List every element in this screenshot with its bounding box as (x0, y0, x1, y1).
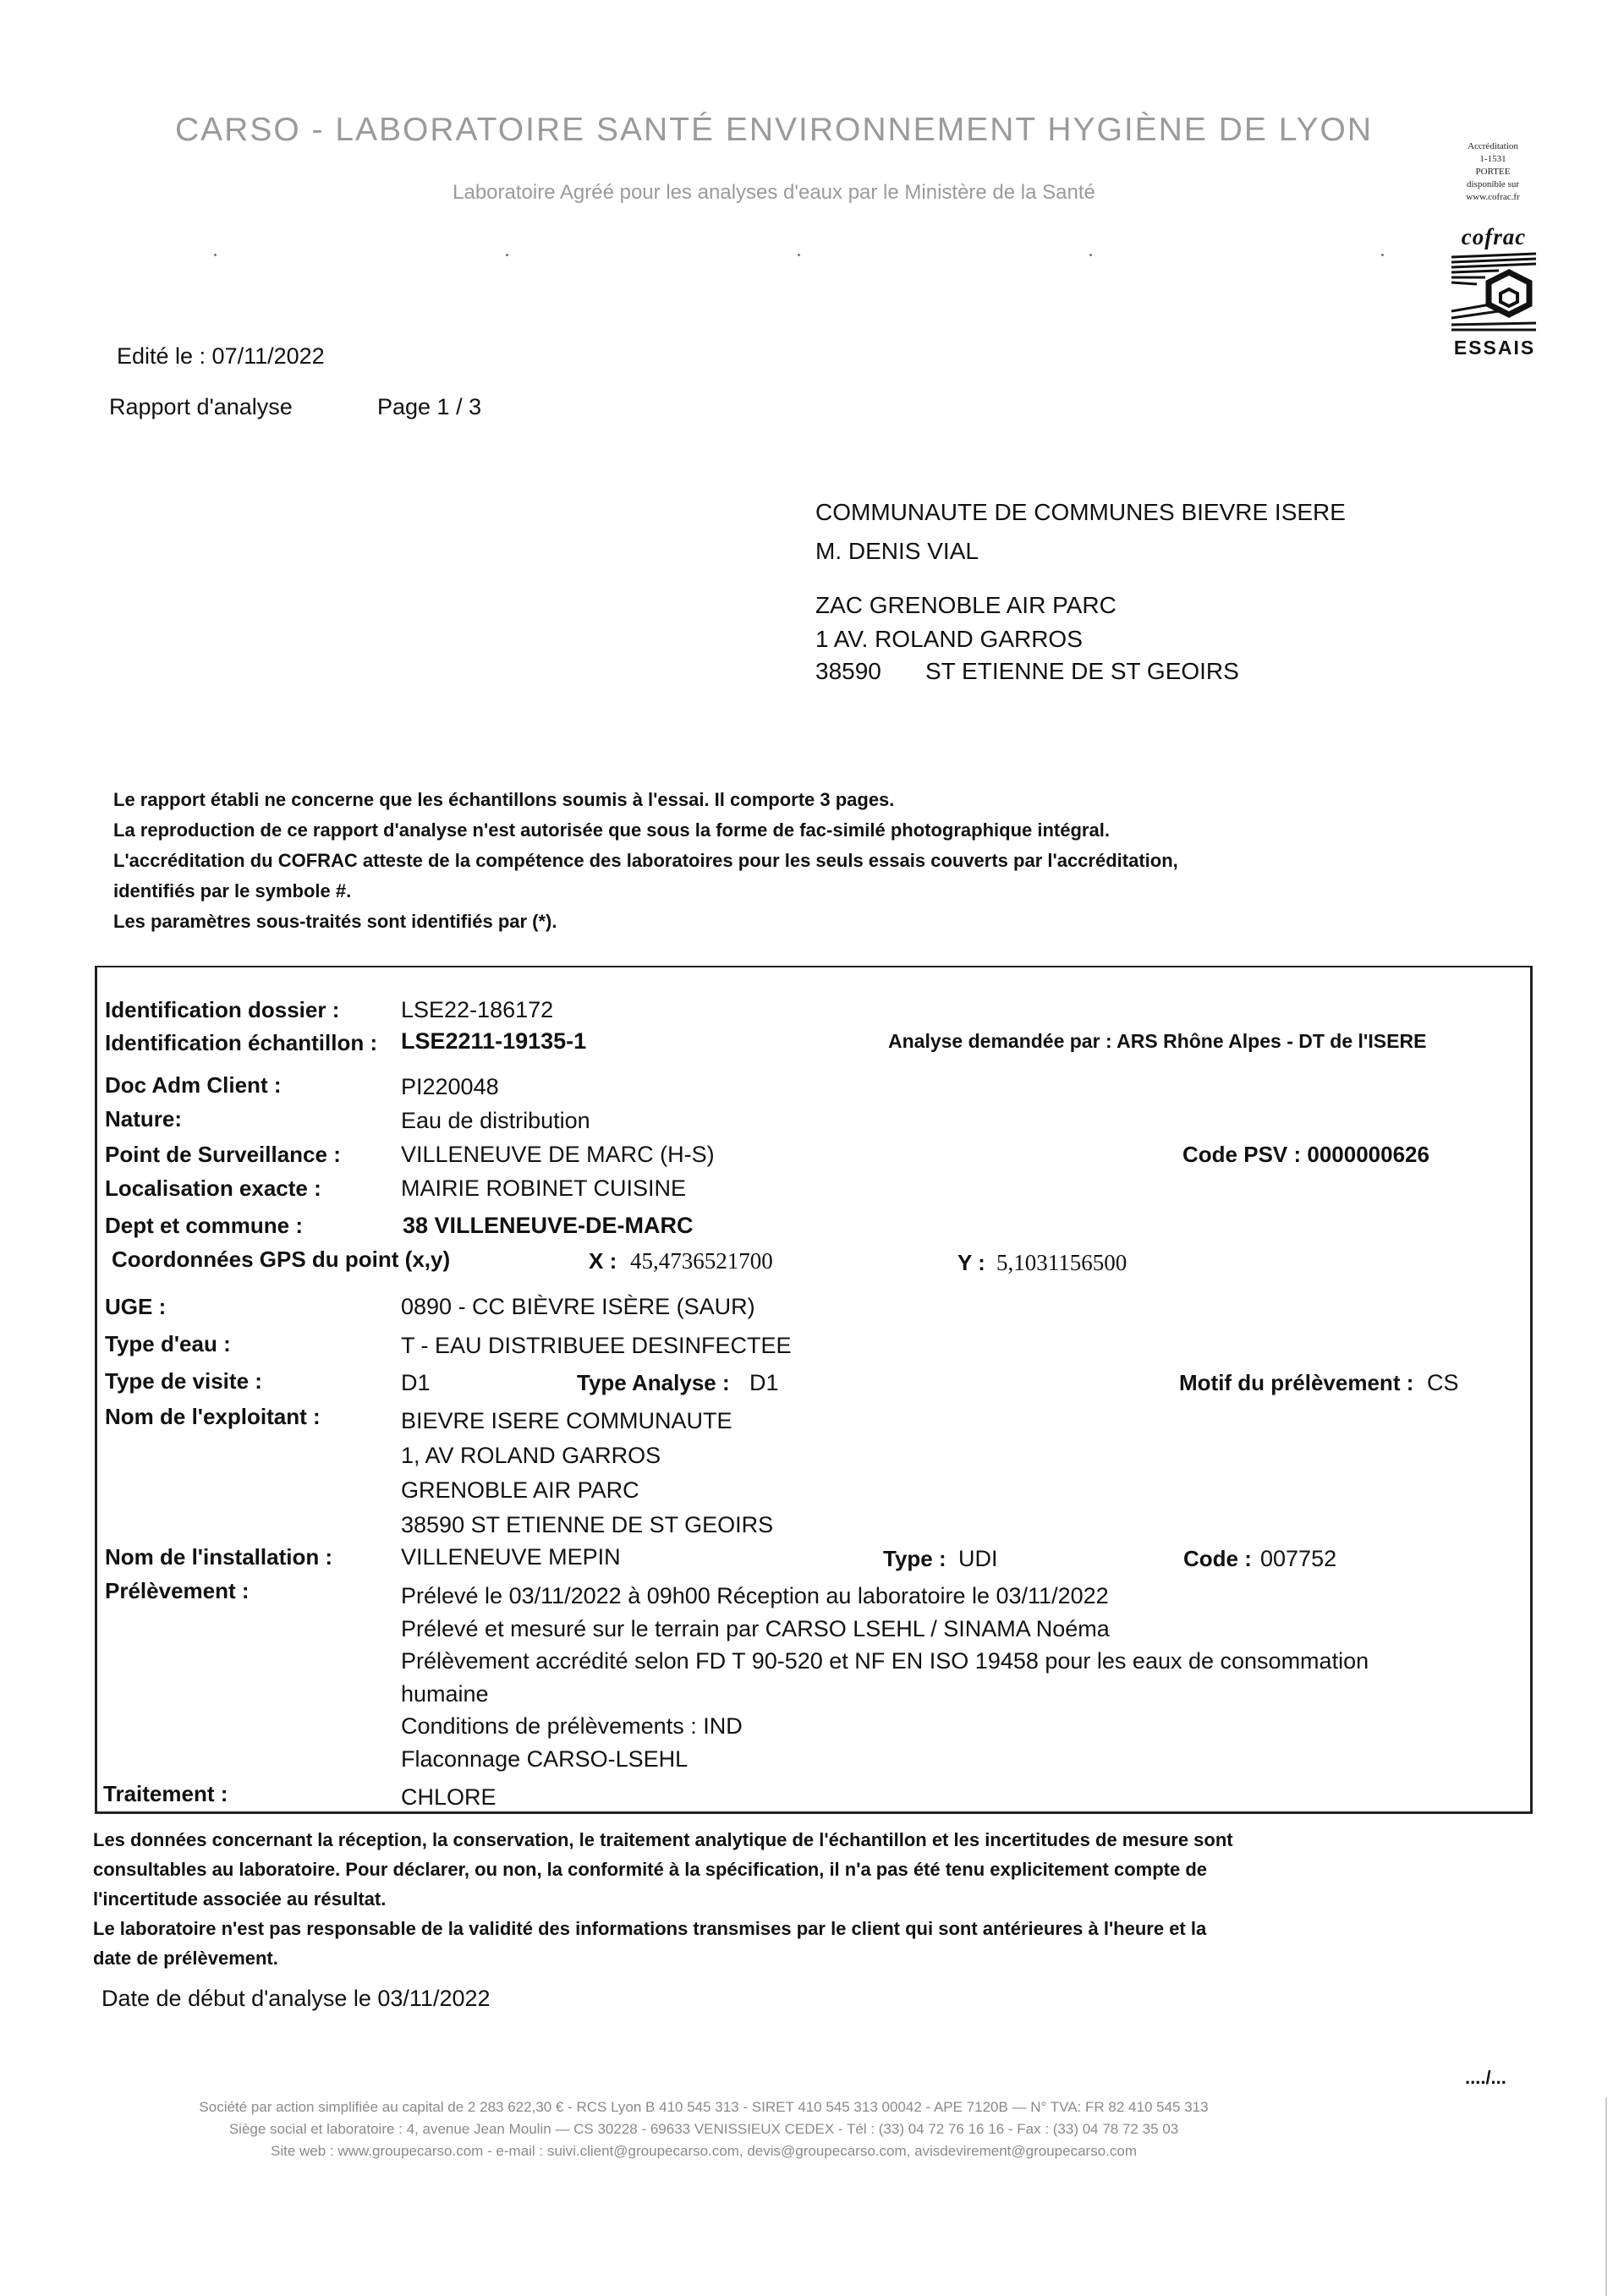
footnote-line: date de prélèvement. (93, 1948, 278, 1969)
accreditation-line: PORTEE (1475, 167, 1511, 177)
doc-adm-label: Doc Adm Client : (105, 1072, 282, 1098)
installation-code-value: 007752 (1260, 1546, 1337, 1571)
dossier-id-value: LSE22-186172 (401, 997, 554, 1022)
sampling-line: Prélevé et mesuré sur le terrain par CARSO LSEHL / SINAMA Noéma (401, 1615, 1110, 1641)
nature-value: Eau de distribution (401, 1108, 590, 1133)
accreditation-line: disponible sur (1466, 179, 1520, 189)
sampling-label: Prélèvement : (105, 1578, 250, 1603)
sampling-reason-value: CS (1427, 1370, 1459, 1395)
notice-line: L'accréditation du COFRAC atteste de la compétence des laboratoires pour les seuls essais couverts par l'accréditation, (113, 850, 1178, 871)
recipient-city: ST ETIENNE DE ST GEOIRS (925, 658, 1239, 684)
visit-type-value: D1 (401, 1370, 431, 1395)
visit-type-label: Type de visite : (105, 1368, 262, 1394)
continuation-mark: ..../... (1465, 2067, 1506, 2088)
gps-x-value: 45,4736521700 (630, 1248, 773, 1274)
sample-id-label: Identification échantillon : (105, 1030, 378, 1055)
treatment-value: CHLORE (401, 1784, 497, 1810)
surveillance-point-value: VILLENEUVE DE MARC (H-S) (401, 1142, 715, 1167)
gps-label: Coordonnées GPS du point (x,y) (112, 1247, 451, 1272)
gps-x-label: X : (589, 1248, 617, 1274)
footnote-line: consultables au laboratoire. Pour déclarer, ou non, la conformité à la spécification, il n'a pas été tenu explicitement compte de (93, 1859, 1208, 1880)
recipient-contact: M. DENIS VIAL (815, 538, 979, 564)
sample-id-value: LSE2211-19135-1 (401, 1028, 587, 1054)
report-footnotes (93, 1825, 1233, 1973)
footnote-line: l'incertitude associée au résultat. (93, 1888, 387, 1910)
sampling-details (401, 1580, 1369, 1775)
footnote-line: Les données concernant la réception, la conservation, le traitement analytique de l'échantillon et les incertitudes de mesure sont (93, 1829, 1233, 1850)
recipient-organization: COMMUNAUTE DE COMMUNES BIEVRE ISERE (815, 499, 1346, 525)
sampling-line: Flaconnage CARSO-LSEHL (401, 1745, 689, 1772)
sampling-line: Prélevé le 03/11/2022 à 09h00 Réception au laboratoire le 03/11/2022 (401, 1583, 1109, 1608)
analysis-type-value: D1 (749, 1370, 779, 1395)
uge-value: 0890 - CC BIÈVRE ISÈRE (SAUR) (401, 1294, 755, 1319)
recipient-address-line: ZAC GRENOBLE AIR PARC (815, 592, 1116, 618)
sampling-line: humaine (401, 1680, 489, 1707)
separator-dot (214, 254, 217, 256)
installation-label: Nom de l'installation : (105, 1544, 333, 1570)
separator-dot (798, 254, 800, 256)
treatment-label: Traitement : (103, 1781, 228, 1806)
company-legal-info: Société par action simplifiée au capital de 2 283 622,30 € - RCS Lyon B 410 545 313 - SIRET 410 545 313 00042 - APE 7120B — N° TVA: FR 82 410 545 313 (199, 2099, 1209, 2115)
analysis-type-label: Type Analyse : (577, 1370, 730, 1395)
essais-logo-icon (1448, 252, 1541, 335)
edit-date: Edité le : 07/11/2022 (117, 343, 325, 369)
footnote-line: Le laboratoire n'est pas responsable de la validité des informations transmises par le client qui sont antérieures à l'heure et la (93, 1918, 1207, 1939)
separator-dot (1381, 254, 1384, 256)
sampling-reason-label: Motif du prélèvement : (1179, 1370, 1414, 1395)
separator-dot (1089, 254, 1092, 256)
dept-label: Dept et commune : (105, 1213, 304, 1238)
doc-adm-value: PI220048 (401, 1074, 499, 1099)
separator-dot (506, 254, 508, 256)
uge-label: UGE : (105, 1294, 167, 1319)
requested-by: Analyse demandée par : ARS Rhône Alpes - DT de l'ISERE (888, 1030, 1427, 1052)
installation-code-label: Code : (1183, 1546, 1252, 1571)
localisation-label: Localisation exacte : (105, 1175, 321, 1201)
essais-label: ESSAIS (1453, 337, 1536, 359)
surveillance-point-label: Point de Surveillance : (105, 1142, 341, 1167)
recipient-postcode: 38590 (815, 658, 881, 684)
report-notices (113, 785, 1178, 937)
gps-y-label: Y : (957, 1250, 985, 1275)
cofrac-logo: cofrac (1461, 224, 1527, 249)
sampling-line: Prélèvement accrédité selon FD T 90-520 et NF EN ISO 19458 pour les eaux de consommation (401, 1648, 1369, 1674)
water-type-label: Type d'eau : (105, 1331, 231, 1356)
sampling-line: Conditions de prélèvements : IND (401, 1713, 743, 1739)
water-type-value: T - EAU DISTRIBUEE DESINFECTEE (401, 1333, 792, 1358)
operator-label: Nom de l'exploitant : (105, 1404, 321, 1429)
lab-subtitle: Laboratoire Agréé pour les analyses d'eaux par le Ministère de la Santé (453, 181, 1095, 204)
accreditation-number: 1-1531 (1479, 154, 1506, 164)
report-type: Rapport d'analyse (109, 394, 293, 419)
operator-line: GRENOBLE AIR PARC (401, 1477, 639, 1503)
scan-edge-line (1605, 2097, 1607, 2296)
notice-line: La reproduction de ce rapport d'analyse n'est autorisée que sous la forme de fac-similé photographique intégral. (113, 819, 1110, 841)
page-number: Page 1 / 3 (377, 394, 482, 419)
operator-line: 38590 ST ETIENNE DE ST GEOIRS (401, 1512, 774, 1537)
company-address: Siège social et laboratoire : 4, avenue Jean Moulin — CS 30228 - 69633 VENISSIEUX CEDEX - Tél : (33) 04 72 76 16 16 - Fax : (33) 04 78 72 35 03 (228, 2121, 1179, 2137)
localisation-value: MAIRIE ROBINET CUISINE (401, 1175, 687, 1201)
code-psv: Code PSV : 0000000626 (1182, 1142, 1429, 1167)
installation-type-value: UDI (958, 1546, 998, 1571)
operator-address (401, 1404, 773, 1543)
notice-line: identifiés par le symbole #. (113, 880, 352, 901)
recipient-address-line: 1 AV. ROLAND GARROS (815, 626, 1083, 652)
notice-line: Les paramètres sous-traités sont identifiés par (*). (113, 911, 557, 932)
nature-label: Nature: (105, 1106, 183, 1132)
dossier-id-label: Identification dossier : (105, 997, 340, 1022)
accreditation-url: www.cofrac.fr (1466, 192, 1520, 202)
gps-y-value: 5,1031156500 (996, 1250, 1127, 1275)
company-contact: Site web : www.groupecarso.com - e-mail : suivi.client@groupecarso.com, devis@groupecarso.com, avisdevirement@groupecarso.com (270, 2143, 1138, 2159)
operator-line: 1, AV ROLAND GARROS (401, 1443, 661, 1468)
notice-line: Le rapport établi ne concerne que les échantillons soumis à l'essai. Il comporte 3 pages. (113, 789, 895, 810)
lab-title: CARSO - LABORATOIRE SANTÉ ENVIRONNEMENT HYGIÈNE DE LYON (174, 112, 1374, 148)
installation-type-label: Type : (883, 1546, 946, 1571)
accreditation-info (1438, 140, 1548, 204)
installation-value: VILLENEUVE MEPIN (401, 1544, 621, 1570)
dept-value: 38 VILLENEUVE-DE-MARC (403, 1213, 694, 1238)
operator-line: BIEVRE ISERE COMMUNAUTE (401, 1408, 732, 1433)
analysis-start-date: Date de début d'analyse le 03/11/2022 (102, 1986, 491, 2011)
accreditation-line: Accréditation (1468, 141, 1518, 151)
